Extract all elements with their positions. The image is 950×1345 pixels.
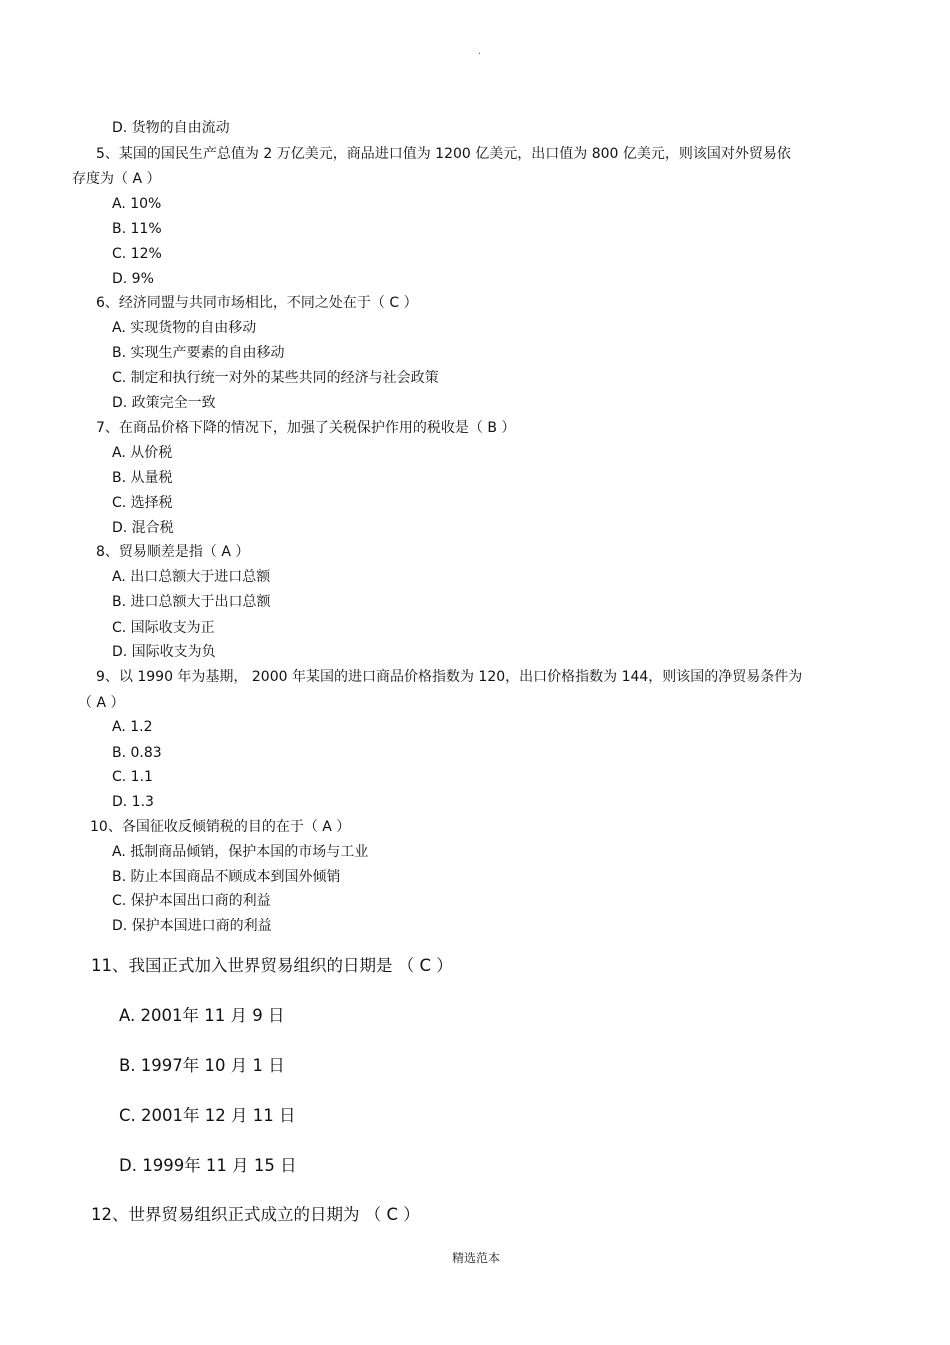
question-5-continued: 存度为（ A ） xyxy=(72,171,161,187)
question-6: 6、经济同盟与共同市场相比，不同之处在于（ C ） xyxy=(96,295,418,311)
question-9-continued: （ A ） xyxy=(78,695,125,711)
option-9d: D. 1.3 xyxy=(112,794,154,810)
option-7d: D. 混合税 xyxy=(112,520,174,536)
option-10b: B. 防止本国商品不顾成本到国外倾销 xyxy=(112,869,341,885)
option-10a: A. 抵制商品倾销，保护本国的市场与工业 xyxy=(112,844,369,860)
option-8b: B. 进口总额大于出口总额 xyxy=(112,594,271,610)
option-6d: D. 政策完全一致 xyxy=(112,395,216,411)
option-5c: C. 12% xyxy=(112,246,162,262)
option-6b: B. 实现生产要素的自由移动 xyxy=(112,345,285,361)
option-7a: A. 从价税 xyxy=(112,445,173,461)
option-8c: C. 国际收支为正 xyxy=(112,620,215,636)
question-12: 12、世界贸易组织正式成立的日期为 （ C ） xyxy=(91,1205,420,1224)
option-11b: B. 1997年 10 月 1 日 xyxy=(119,1056,285,1075)
option-8a: A. 出口总额大于进口总额 xyxy=(112,569,271,585)
option-11d: D. 1999年 11 月 15 日 xyxy=(119,1156,297,1175)
question-11: 11、我国正式加入世界贸易组织的日期是 （ C ） xyxy=(91,956,453,975)
option-9c: C. 1.1 xyxy=(112,769,153,785)
question-5: 5、某国的国民生产总值为 2 万亿美元，商品进口值为 1200 亿美元，出口值为 800 亿美元，则该国对外贸易依 xyxy=(96,146,791,162)
question-8: 8、贸易顺差是指（ A ） xyxy=(96,544,250,560)
option-6a: A. 实现货物的自由移动 xyxy=(112,320,257,336)
option-7b: B. 从量税 xyxy=(112,470,173,486)
option-11c: C. 2001年 12 月 11 日 xyxy=(119,1106,296,1125)
option-5a: A. 10% xyxy=(112,196,162,212)
option-4d: D. 货物的自由流动 xyxy=(112,120,230,136)
option-8d: D. 国际收支为负 xyxy=(112,644,216,660)
option-9a: A. 1.2 xyxy=(112,719,153,735)
option-10c: C. 保护本国出口商的利益 xyxy=(112,893,271,909)
option-7c: C. 选择税 xyxy=(112,495,173,511)
question-7: 7、在商品价格下降的情况下，加强了关税保护作用的税收是（ B ） xyxy=(96,420,516,436)
page-header-mark: . xyxy=(478,46,482,57)
option-11a: A. 2001年 11 月 9 日 xyxy=(119,1006,285,1025)
question-9: 9、以 1990 年为基期， 2000 年某国的进口商品价格指数为 120，出口价格指数为 144，则该国的净贸易条件为 xyxy=(96,669,803,685)
option-9b: B. 0.83 xyxy=(112,745,162,761)
option-6c: C. 制定和执行统一对外的某些共同的经济与社会政策 xyxy=(112,370,439,386)
question-10: 10、各国征收反倾销税的目的在于（ A ） xyxy=(90,819,351,835)
option-5b: B. 11% xyxy=(112,221,162,237)
page-footer: 精选范本 xyxy=(452,1251,501,1265)
option-10d: D. 保护本国进口商的利益 xyxy=(112,918,272,934)
option-5d: D. 9% xyxy=(112,271,154,287)
